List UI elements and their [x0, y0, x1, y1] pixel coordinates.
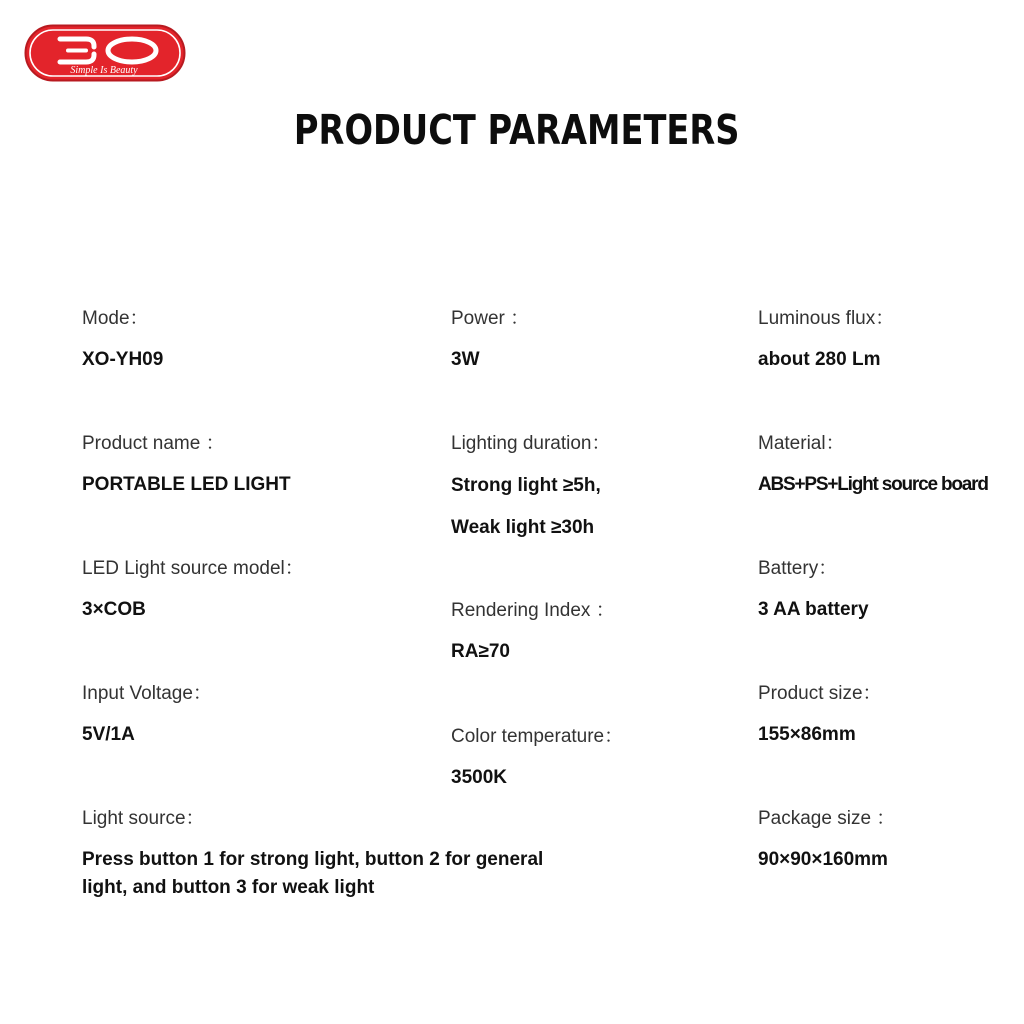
xo-logo-icon — [24, 24, 186, 82]
param-value: 5V/1A — [82, 724, 135, 745]
param-value: 3 AA battery — [758, 599, 869, 620]
param-value: XO-YH09 — [82, 349, 164, 370]
param-label: Rendering Index ： — [451, 600, 615, 621]
param-value-line: Weak light ≥30h — [451, 517, 595, 538]
param-value: Press button 1 for strong light, button 2 for general light, and button 3 for weak light — [82, 849, 544, 898]
param-mode — [82, 308, 163, 371]
param-value: RA≥70 — [451, 641, 511, 662]
param-label: Luminous flux： — [758, 308, 895, 329]
param-label: Input Voltage： — [82, 683, 212, 704]
param-label: Power ： — [451, 308, 530, 329]
param-label: Mode： — [82, 308, 149, 329]
param-value — [451, 465, 611, 549]
param-label: Material： — [758, 433, 845, 454]
param-battery — [758, 558, 869, 621]
param-light-source — [82, 808, 562, 902]
page-title: PRODUCT PARAMETERS — [293, 106, 740, 154]
param-label: Lighting duration： — [451, 433, 611, 454]
param-value: 3500K — [451, 767, 507, 788]
param-input-voltage — [82, 683, 212, 746]
param-product-name — [82, 433, 291, 496]
param-led-model — [82, 558, 304, 621]
param-value: PORTABLE LED LIGHT — [82, 474, 291, 495]
param-package-size — [758, 808, 895, 871]
param-value: 3W — [451, 349, 480, 370]
param-lighting-duration — [451, 433, 611, 549]
brand-tagline: Simple Is Beauty — [70, 65, 138, 76]
brand-logo — [24, 24, 186, 82]
param-label: Color temperature： — [451, 726, 624, 747]
param-luminous-flux — [758, 308, 894, 371]
param-value: 3×COB — [82, 599, 146, 620]
param-material — [758, 433, 988, 496]
param-label: Light source： — [82, 808, 205, 829]
param-power — [451, 308, 529, 371]
param-label: Battery： — [758, 558, 838, 579]
param-label: Product size： — [758, 683, 882, 704]
param-value-line: Strong light ≥5h, — [451, 475, 601, 496]
param-value: 155×86mm — [758, 724, 856, 745]
param-product-size — [758, 683, 882, 746]
param-label: LED Light source model： — [82, 558, 304, 579]
param-value: 90×90×160mm — [758, 849, 888, 870]
param-rendering-index — [451, 600, 615, 663]
param-value: about 280 Lm — [758, 349, 881, 370]
param-value: ABS+PS+Light source board — [758, 474, 988, 495]
param-color-temperature — [451, 726, 623, 789]
param-label: Package size ： — [758, 808, 896, 829]
param-label: Product name ： — [82, 433, 225, 454]
